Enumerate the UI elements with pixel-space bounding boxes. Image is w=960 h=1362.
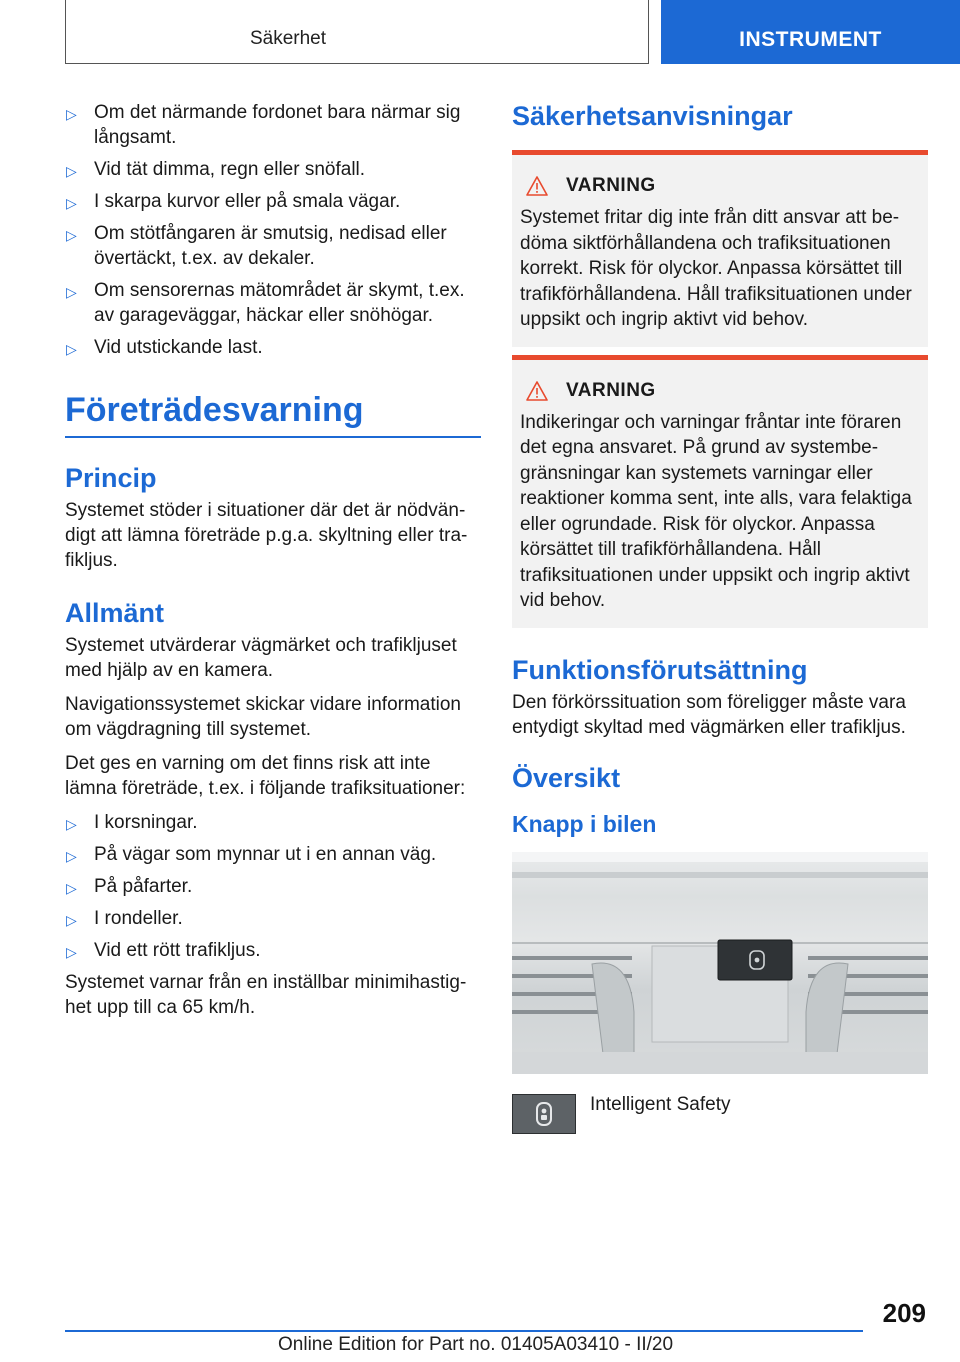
warning-triangle-icon (526, 381, 548, 401)
warning-text: Systemet fritar dig inte från ditt ansvar att bedöma siktförhållandena och trafiksituationen korrekt. Risk för olyckor. Anpassa körsättet till trafikförhållandena. Håll trafiksituationen under uppsikt och ingrip aktivt vid behov. (520, 207, 912, 330)
warning-box (512, 355, 928, 628)
list-item: ▷ Vid tät dimma, regn eller snöfall. (65, 157, 481, 182)
tab-instrument[interactable]: INSTRUMENT (661, 0, 960, 64)
air-vent-image (512, 852, 928, 1074)
list-item: ▷ På påfarter. (65, 874, 481, 899)
page-title: Företrädesvarning (65, 390, 481, 438)
heading-funktion: Funktionsförutsättning (512, 654, 808, 685)
princip-text: Systemet stöder i situationer där det är nödvändigt att lämna företräde p.g.a. skyltning eller trafikljus. (65, 500, 468, 571)
section-title: Säkerhet (249, 28, 326, 49)
page-number: 209 (882, 1298, 926, 1328)
heading-princip: Princip (65, 463, 157, 493)
warning-label: VARNING (566, 379, 656, 401)
funktion-text: Den förkörssituation som föreligger måste vara entydigt skyltad med vägmärken eller trafikljus. (512, 691, 906, 738)
list-item: ▷ Vid utstickande last. (65, 335, 481, 360)
heading-safety: Säkerhetsanvisningar (512, 101, 793, 131)
triangle-bullet-icon: ▷ (66, 106, 77, 122)
limitation-list (65, 100, 481, 360)
warning-label: VARNING (566, 175, 656, 196)
warning-triangle-icon (526, 176, 548, 196)
intelligent-safety-icon (533, 1101, 555, 1127)
triangle-bullet-icon: ▷ (66, 816, 77, 832)
right-column (512, 100, 928, 1134)
closing-text: Systemet varnar från en inställbar minimihastighet upp till ca 65 km/h. (65, 972, 467, 1018)
heading-oversikt: Översikt (512, 762, 621, 793)
triangle-bullet-icon: ▷ (66, 880, 77, 896)
list-item: ▷ På vägar som mynnar ut i en annan väg. (65, 842, 481, 867)
triangle-bullet-icon: ▷ (66, 195, 77, 211)
heading-knapp: Knapp i bilen (512, 810, 657, 837)
warning-box (512, 150, 928, 347)
allmant-paragraph-3: Det ges en varning om det finns risk att inte lämna företräde, t.ex. i följande trafiksituationer: (65, 753, 466, 799)
warning-text: Indikeringar och varningar fråntar inte föraren det egna ansvaret. På grund av systembegränsningar kan systemets varningar eller reaktioner komma sent, inte alls, vara felaktiga eller ogrundade. Risk för olyckor. Anpassa körsättet till trafikförhållandena. Håll trafiksituationen under uppsikt och ingrip aktivt vid behov. (520, 411, 912, 611)
dashboard-photo (512, 852, 928, 1074)
left-column (65, 100, 481, 1029)
button-caption: Intelligent Safety (590, 1093, 731, 1115)
list-item: ▷ Om det närmande fordonet bara närmar sig långsamt. (66, 102, 461, 148)
triangle-bullet-icon: ▷ (66, 341, 77, 357)
list-item: ▷ Om stötfångaren är smutsig, nedisad eller övertäckt, t.ex. av dekaler. (66, 223, 447, 269)
triangle-bullet-icon: ▷ (66, 848, 77, 864)
footer-divider (65, 1330, 863, 1332)
heading-allmant: Allmänt (65, 598, 165, 628)
triangle-bullet-icon: ▷ (66, 912, 77, 928)
triangle-bullet-icon: ▷ (66, 227, 77, 243)
footer-edition: Online Edition for Part no. 01405A03410 - II/20 (278, 1334, 674, 1355)
allmant-paragraph-2: Navigationssystemet skickar vidare information om vägdragning till systemet. (65, 694, 461, 740)
list-item: ▷ I korsningar. (65, 810, 481, 835)
header-box (65, 0, 649, 64)
allmant-paragraph-1: Systemet utvärderar vägmärket och trafikljuset med hjälp av en kamera. (65, 635, 457, 681)
triangle-bullet-icon: ▷ (66, 163, 77, 179)
intelligent-safety-button-icon (512, 1094, 576, 1134)
situation-list (65, 810, 481, 963)
triangle-bullet-icon: ▷ (66, 284, 77, 300)
list-item: ▷ I skarpa kurvor eller på smala vägar. (65, 189, 481, 214)
list-item: ▷ Vid ett rött trafikljus. (65, 938, 481, 963)
list-item: ▷ Om sensorernas mätområdet är skymt, t.ex. av garageväggar, häckar eller snöhögar. (66, 280, 465, 326)
triangle-bullet-icon: ▷ (66, 944, 77, 960)
list-item: ▷ I rondeller. (65, 906, 481, 931)
